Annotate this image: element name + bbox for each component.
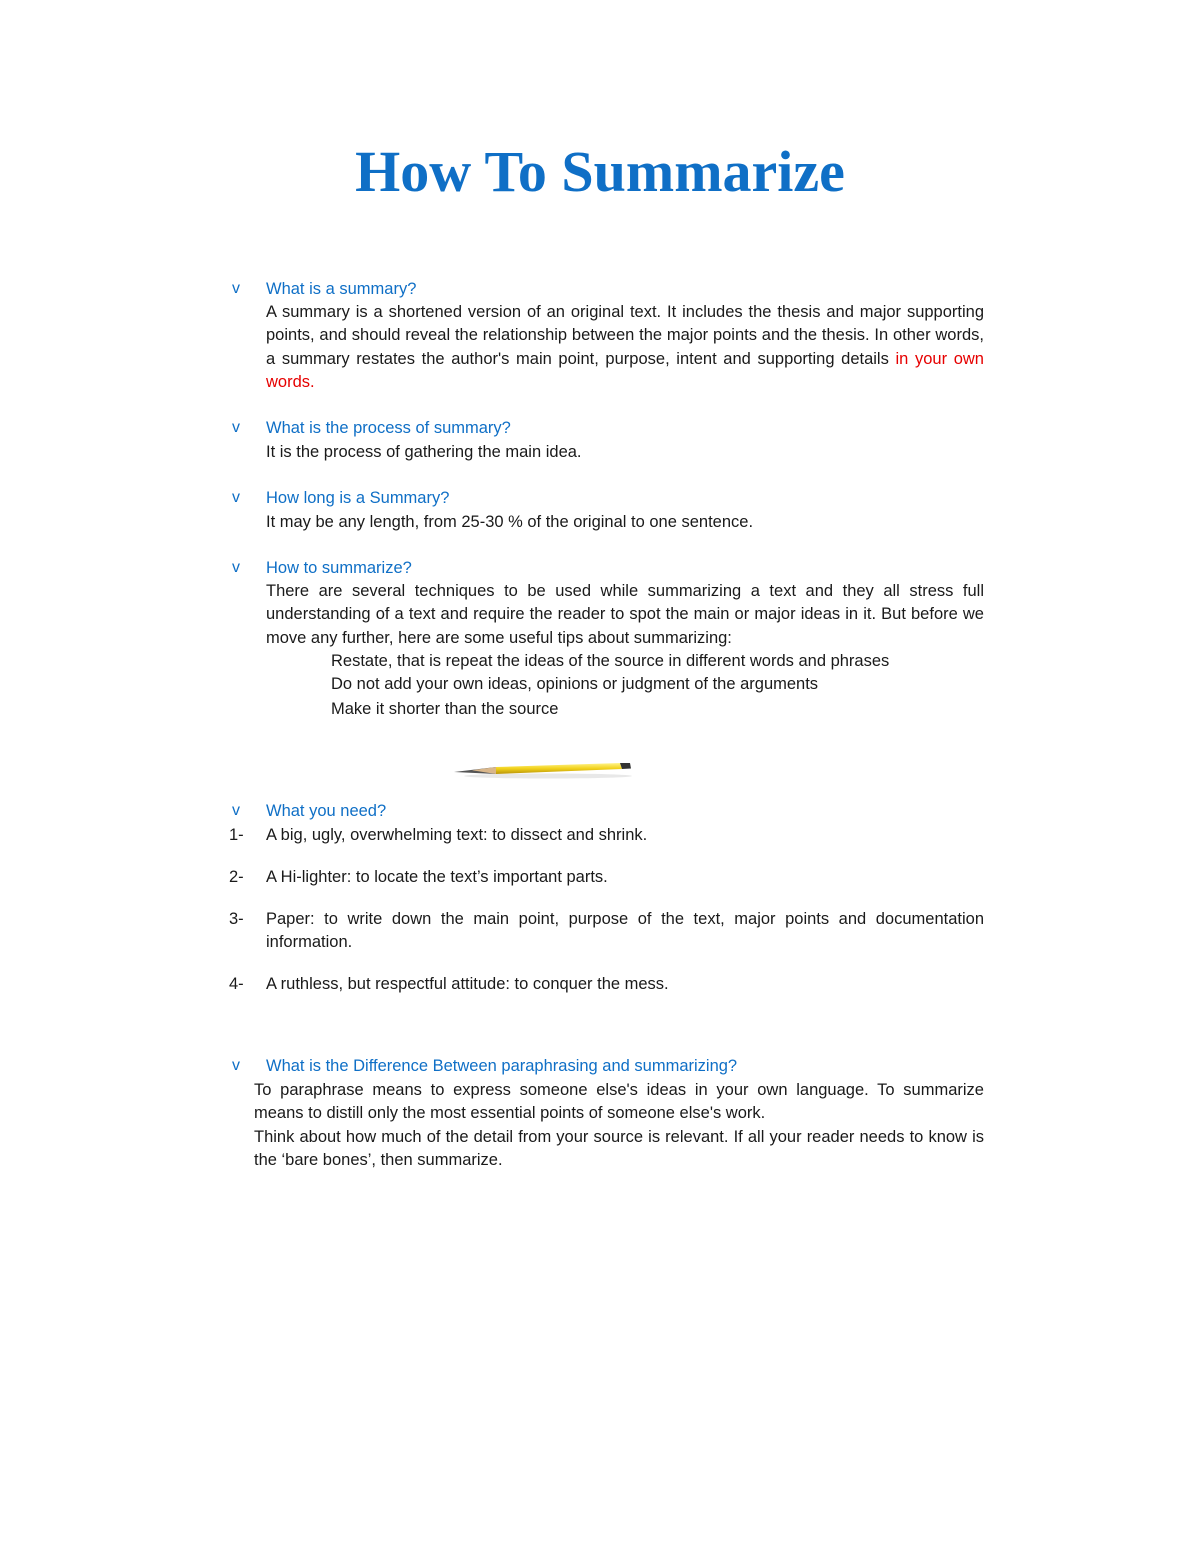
page-title: How To Summarize <box>355 139 845 204</box>
tip-item: Make it shorter than the source <box>331 700 559 718</box>
section-heading-what-is-summary: What is a summary? <box>266 280 417 298</box>
bullet-icon: v <box>232 802 240 819</box>
section-heading-how-long: How long is a Summary? <box>266 489 450 507</box>
item-number: 1- <box>229 826 244 844</box>
need-item: A big, ugly, overwhelming text: to dissect and shrink. <box>266 826 648 844</box>
section-heading-difference: What is the Difference Between paraphrasing and summarizing? <box>266 1057 738 1075</box>
bullet-icon: v <box>232 1057 240 1074</box>
pencil-icon <box>452 758 634 780</box>
need-item: A Hi-lighter: to locate the text’s important parts. <box>266 868 608 886</box>
need-item: Paper: to write down the main point, purpose of the text, major points and documentation information. <box>266 910 984 952</box>
tip-item: Restate, that is repeat the ideas of the source in different words and phrases <box>331 652 890 670</box>
section-body-process: It is the process of gathering the main idea. <box>266 443 582 461</box>
item-number: 3- <box>229 910 244 928</box>
section-body-difference: To paraphrase means to express someone else's ideas in your own language. To summarize means to distill only the most essential points of someone else's work. <box>254 1081 984 1123</box>
own-words-highlight: in your own words. <box>266 349 984 391</box>
section-body-how-long: It may be any length, from 25-30 % of the original to one sentence. <box>266 513 754 531</box>
section-body-difference-2: Think about how much of the detail from your source is relevant. If all your reader needs to know is the ‘bare bones’, then summarize. <box>254 1128 984 1170</box>
need-item: A ruthless, but respectful attitude: to conquer the mess. <box>266 975 669 993</box>
tip-item: Do not add your own ideas, opinions or judgment of the arguments <box>331 675 819 693</box>
section-heading-what-you-need: What you need? <box>266 802 387 820</box>
section-heading-how-to-summarize: How to summarize? <box>266 559 412 577</box>
bullet-icon: v <box>232 419 240 436</box>
section-body-what-is-summary <box>266 301 984 394</box>
bullet-icon: v <box>232 489 240 506</box>
item-number: 2- <box>229 868 244 886</box>
bullet-icon: v <box>232 280 240 297</box>
bullet-icon: v <box>232 559 240 576</box>
section-body-how-to-summarize: There are several techniques to be used while summarizing a text and they all stress full understanding of a text and require the reader to spot the main or major ideas in it. But before we move any further, here are some useful tips about summarizing: <box>266 582 984 647</box>
summary-definition-text: A summary is a shortened version of an original text. It includes the thesis and major supporting points, and should reveal the relationship between the major points and the thesis. In other words, a summary restates the author's main point, purpose, intent and supporting details <box>266 303 984 368</box>
section-heading-process: What is the process of summary? <box>266 419 511 437</box>
item-number: 4- <box>229 975 244 993</box>
